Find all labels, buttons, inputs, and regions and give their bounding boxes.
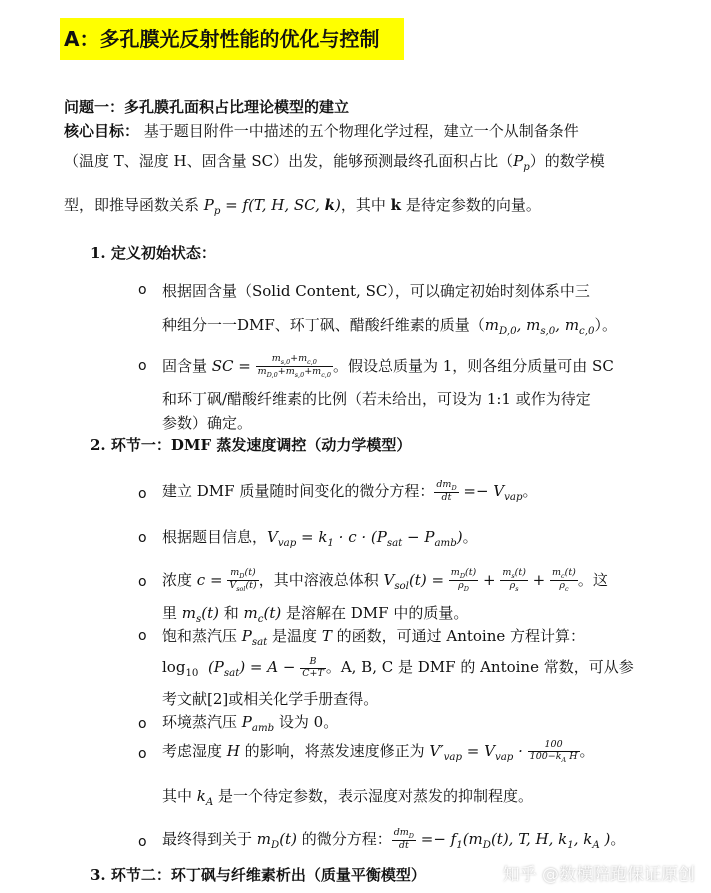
core-goal-text: 是待定参数的向量。 — [401, 196, 541, 214]
core-goal-line3 — [64, 194, 541, 217]
core-goal-label: 核心目标： — [64, 122, 140, 140]
section-2-heading: 2. 环节一：DMF 蒸发速度调控（动力学模型） — [90, 436, 412, 454]
bullet-icon: o — [138, 358, 147, 374]
s2-bullet5: 环境蒸汽压 $P_{amb}$ 设为 0。 — [162, 713, 339, 734]
section-3-heading: 3. 环节二：环丁砜与纤维素析出（质量平衡模型） — [90, 866, 426, 884]
sc-fraction: $\frac{m_{s,0}+m_{c,0}}{m_{D,0}+m_{s,0}+m_{c,0}}$ — [257, 353, 331, 380]
s1-bullet1-line1: 根据固含量（Solid Content, SC），可以确定初始时刻体系中三 — [162, 282, 590, 300]
bullet-icon: o — [138, 574, 147, 590]
s2-bullet4-line3: 考文献[2]或相关化学手册查得。 — [162, 690, 379, 708]
bullet-icon: o — [138, 628, 147, 644]
s2-bullet7: 最终得到关于 $m_D(t)$ 的微分方程： $\frac{dm_D}{dt}$ =− $f_1(m_D(t)$, T, H, $k_1$, $k_A$ )。 — [162, 827, 626, 852]
k-vector-symbol: k — [390, 196, 402, 214]
s2-bullet3-line1: 浓度 c = $\frac{m_D(t)}{V_{sol}(t)}$ ，其中溶液总体积 $V_{sol}(t)$ = $\frac{m_D(t)}{\rho_D}$ + $\frac{m_s(t)}{\rho_s}$ + $\frac{m_c(t)}{\rho_c}$ 。这 — [162, 567, 608, 594]
s2-bullet4-line1: 饱和蒸汽压 $P_{sat}$ 是温度 T 的函数，可通过 Antoine 方程计算： — [162, 627, 586, 648]
s1-bullet2-line3: 参数）确定。 — [162, 414, 253, 432]
s2-bullet3-line2: 里 $m_s(t)$ 和 $m_c(t)$ 是溶解在 DMF 中的质量。 — [162, 604, 469, 625]
s2-bullet6-line1: 考虑湿度 H 的影响，将蒸发速度修正为 $V'_{vap} = V_{vap}$ · $\frac{100}{100-k_A H}$ 。 — [162, 739, 595, 764]
core-goal-text: 型，即推导函数关系 — [64, 196, 204, 214]
section-1-heading: 1. 定义初始状态： — [90, 244, 216, 262]
bullet-icon: o — [138, 530, 147, 546]
bullet-icon: o — [138, 834, 147, 850]
bullet-icon: o — [138, 716, 147, 732]
s2-bullet2: 根据题目信息，$V_{vap} = k_1 \cdot c \cdot (P_{sat} - P_{amb})$。 — [162, 528, 478, 549]
bullet-icon: o — [138, 282, 147, 298]
s2-bullet1: 建立 DMF 质量随时间变化的微分方程： $\frac{dm_D}{dt}$ =− $V_{vap}$。 — [162, 479, 538, 504]
core-goal-text: ）的数学模 — [529, 152, 605, 170]
s1-bullet2-line2: 和环丁砜/醋酸纤维素的比例（若未给出，可设为 1:1 或作为待定 — [162, 390, 591, 408]
core-goal-text: （温度 T、湿度 H、固含量 SC）出发，能够预测最终孔面积占比（ — [64, 152, 514, 170]
function-relation: $P_p = f(T$, H, SC, k) — [203, 196, 341, 217]
s2-bullet4-line2: $\log_{10} (P_{sat}) = A$ − $\frac{B}{C+T}$ 。A, B, C 是 DMF 的 Antoine 常数，可从参 — [162, 655, 634, 679]
bullet-icon: o — [138, 746, 147, 762]
bullet-icon: o — [138, 486, 147, 502]
core-goal-text: ，其中 — [340, 196, 391, 214]
core-goal-line2 — [64, 150, 605, 173]
s1-bullet2-line1: 固含量 SC = $\frac{m_{s,0}+m_{c,0}}{m_{D,0}+m_{s,0}+m_{c,0}}$ 。假设总质量为 1，则各组分质量可由 SC — [162, 353, 614, 380]
watermark: 知乎 @数模陪跑保证原创 — [502, 865, 695, 885]
s1-bullet1-line2: 种组分一一DMF、环丁砜、醋酸纤维素的质量（$m_{D,0}$, $m_{s,0}$, $m_{c,0}$）。 — [162, 316, 617, 337]
page-title: A：多孔膜光反射性能的优化与控制 — [60, 18, 404, 60]
core-goal-line1 — [64, 120, 579, 141]
core-goal-text: 基于题目附件一中描述的五个物理化学过程，建立一个从制备条件 — [139, 122, 579, 140]
q1-heading: 问题一：多孔膜孔面积占比理论模型的建立 — [64, 98, 350, 116]
s2-bullet6-line2: 其中 $k_A$ 是一个待定参数，表示湿度对蒸发的抑制程度。 — [162, 787, 534, 808]
pp-symbol: $P_p$ — [513, 152, 530, 173]
